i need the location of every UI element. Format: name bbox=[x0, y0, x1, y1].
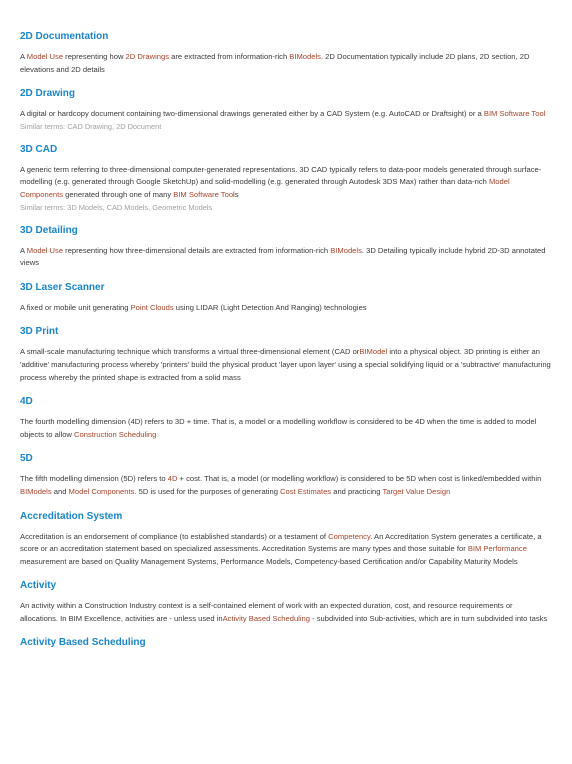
term-title: 5D bbox=[20, 453, 33, 465]
term-link[interactable]: Competency bbox=[328, 531, 371, 541]
term-description: Accreditation is an endorsement of compliance (to established standards) or a testament of Competency. An Accreditation System generates a certificate, a score or an accreditation statement based on specialized assessments. Accreditation Systems are many types and those suitable for BIM Performance measurement are based on Quality Management Systems, Performance Models, Competency-based Certification and/or Capability Maturity Models bbox=[20, 531, 542, 566]
glossary-entry bbox=[20, 452, 552, 498]
term-link[interactable]: BIM Software Too bbox=[173, 189, 234, 199]
term-link[interactable]: BIM Software Tool bbox=[483, 109, 546, 119]
glossary-entry bbox=[20, 325, 552, 384]
term-title: 3D Laser Scanner bbox=[20, 281, 105, 293]
glossary-entry bbox=[20, 281, 552, 315]
term-description: An activity within a Construction Industry context is a self-contained element of work with an expected duration, cost, and resource requirements or allocations. In BIM Excellence, activities are - unless used inActivity Based Scheduling - subdivided into Sub-activities, which are in turn subdivided into tasks bbox=[20, 601, 548, 623]
term-title: Accreditation System bbox=[20, 510, 123, 522]
term-link[interactable]: Construction Scheduling bbox=[74, 429, 157, 439]
term-description: The fourth modelling dimension (4D) refers to 3D + time. That is, a model or a modelling workflow is considered to be 4D when the time is added to model objects to allow Construction Scheduling bbox=[20, 417, 537, 439]
term-link[interactable]: BIModel bbox=[359, 347, 388, 357]
term-link[interactable]: Model Use bbox=[26, 52, 64, 61]
glossary-entry bbox=[20, 395, 552, 441]
term-title: 2D Drawing bbox=[20, 88, 76, 100]
term-link[interactable]: BIModels bbox=[20, 486, 52, 496]
term-link[interactable]: Point Clouds bbox=[130, 302, 174, 312]
term-link[interactable]: Model Use bbox=[26, 245, 64, 255]
term-title: 3D Detailing bbox=[20, 224, 78, 236]
term-title: Activity Based Scheduling bbox=[20, 637, 146, 649]
glossary-entry bbox=[20, 30, 552, 76]
term-title: 4D bbox=[20, 396, 33, 408]
glossary-entry bbox=[20, 224, 552, 270]
glossary-entry bbox=[20, 87, 552, 132]
glossary-entry bbox=[20, 636, 552, 649]
term-link[interactable]: 4D bbox=[167, 474, 178, 484]
term-link[interactable]: BIModels bbox=[330, 245, 362, 255]
term-description: A Model Use representing how 2D Drawings are extracted from information-rich BIModels. 2D Documentation typically include 2D plans, 2D section, 2D elevations and 2D details bbox=[20, 52, 530, 74]
term-description: A fixed or mobile unit generating Point Clouds using LIDAR (Light Detection And Ranging) technologies bbox=[20, 302, 367, 312]
term-link[interactable]: Target Value Design bbox=[382, 486, 451, 496]
term-title: 3D Print bbox=[20, 326, 59, 338]
term-link[interactable]: BIModels bbox=[289, 52, 321, 61]
term-title: 2D Documentation bbox=[20, 31, 109, 42]
term-link[interactable]: Activity Based Scheduling bbox=[222, 613, 310, 623]
term-description: A small-scale manufacturing technique which transforms a virtual three-dimensional element (CAD orBIModel into a physical object. 3D printing is either an 'additive' manufacturing process whereby 'printers' build the physical product 'layer upon layer' using a special solidifying liquid or a 'subtractive' manufacturing process whereby the printed shape is extracted from a solid mass bbox=[20, 347, 551, 382]
term-link[interactable]: Model Components bbox=[68, 486, 135, 496]
glossary-entry bbox=[20, 143, 552, 213]
glossary-entry bbox=[20, 579, 552, 625]
term-title: 3D CAD bbox=[20, 143, 58, 155]
term-description: A generic term referring to three-dimensional computer-generated representations. 3D CAD typically refers to data-poor models generated through surface-modelling (e.g. generated through Google SketchUp) and solid-modelling (e.g. generated through Autodesk 3DS Max) rather than data-rich Model Components generated through one of many BIM Software Tools bbox=[20, 164, 542, 199]
term-link[interactable]: Cost Estimates bbox=[280, 486, 332, 496]
term-description: The fifth modelling dimension (5D) refers to 4D + cost. That is, a model (or modelling workflow) is considered to be 5D when cost is linked/embedded within BIModels and Model Components. 5D is used for the purposes of generating Cost Estimates and practicing Target Value Design bbox=[20, 474, 542, 496]
term-description: A digital or hardcopy document containing two-dimensional drawings generated either by a CAD System (e.g. AutoCAD or Draftsight) or a BIM Software Tool bbox=[20, 109, 546, 119]
term-link[interactable]: 2D Drawings bbox=[125, 52, 170, 61]
term-link[interactable]: Model Components bbox=[20, 177, 510, 199]
term-link[interactable]: BIM Performance bbox=[467, 544, 527, 554]
term-description: A Model Use representing how three-dimensional details are extracted from information-rich BIModels. 3D Detailing typically include hybrid 2D-3D annotated views bbox=[20, 245, 546, 268]
glossary-entry bbox=[20, 510, 552, 569]
similar-terms: Similar terms: 3D Models, CAD Models, Geometric Models bbox=[20, 202, 213, 212]
term-title: Activity bbox=[20, 580, 57, 592]
similar-terms: Similar terms: CAD Drawing, 2D Document bbox=[20, 121, 162, 131]
